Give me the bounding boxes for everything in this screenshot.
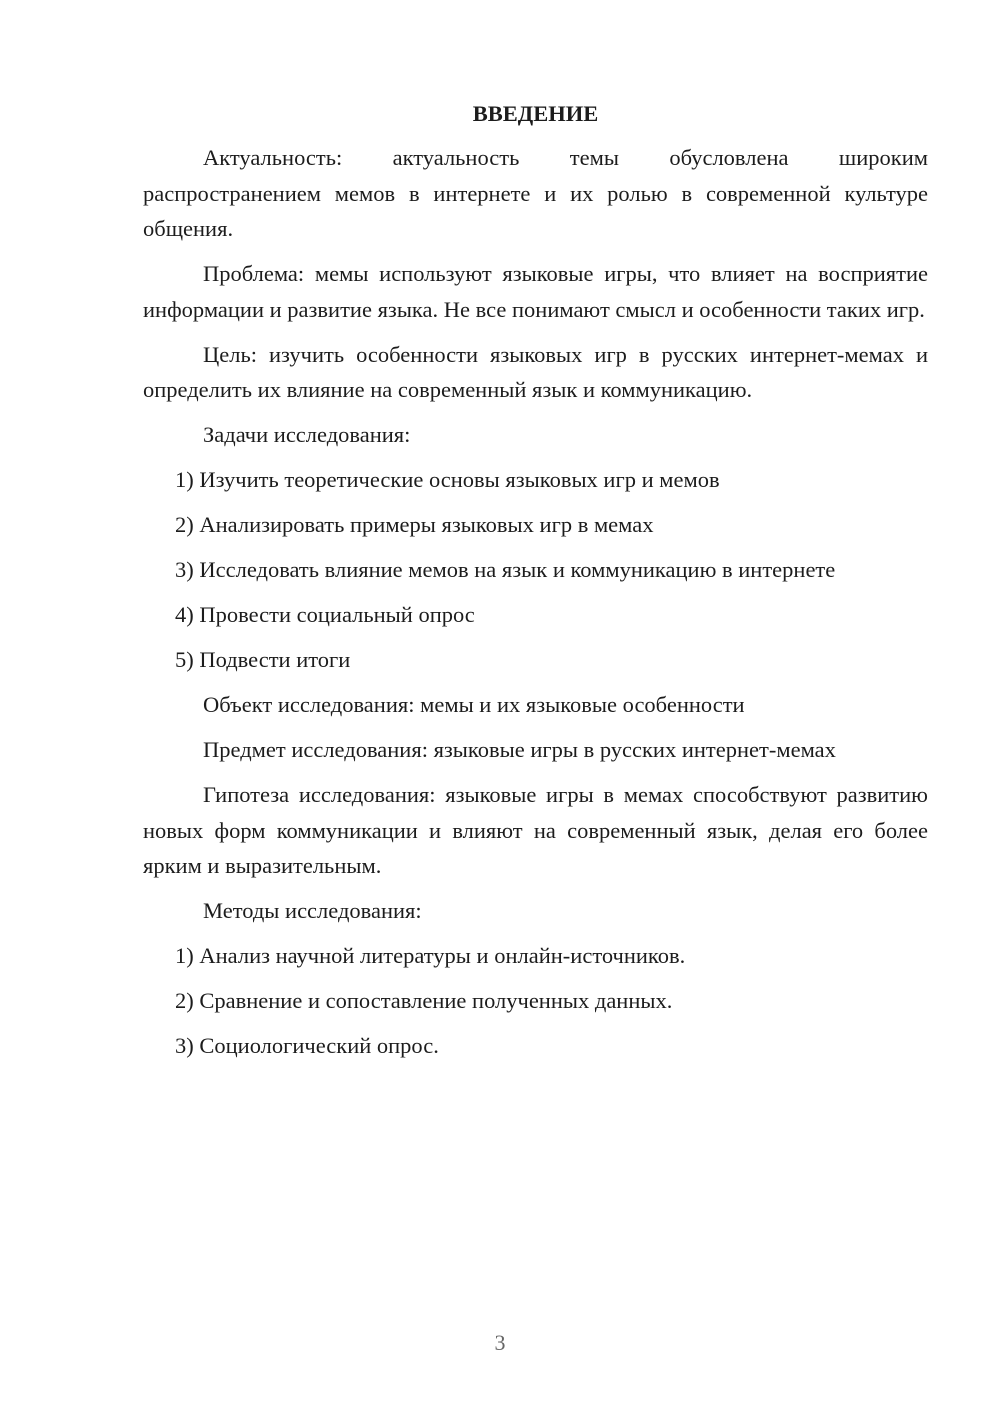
page-content: [143, 96, 928, 1073]
problem-paragraph: Проблема: мемы используют языковые игры, что влияет на восприятие информации и развитие языка. Не все понимают смысл и особенности таких игр.: [143, 261, 928, 322]
task-item: 3) Исследовать влияние мемов на язык и коммуникацию в интернете: [175, 557, 836, 582]
method-item: 1) Анализ научной литературы и онлайн-источников.: [175, 943, 686, 968]
task-item: 5) Подвести итоги: [175, 647, 351, 672]
subject-line: Предмет исследования: языковые игры в русских интернет-мемах: [203, 737, 836, 762]
goal-paragraph: Цель: изучить особенности языковых игр в русских интернет-мемах и определить их влияние на современный язык и коммуникацию.: [143, 341, 928, 402]
method-item: 2) Сравнение и сопоставление полученных данных.: [175, 988, 673, 1013]
page-number: 3: [494, 1330, 506, 1355]
hypothesis-paragraph: Гипотеза исследования: языковые игры в мемах способствуют развитию новых форм коммуникации и влияют на современный язык, делая его более ярким и выразительным.: [143, 782, 928, 878]
tasks-heading: Задачи исследования:: [203, 422, 411, 447]
method-item: 3) Социологический опрос.: [175, 1033, 439, 1058]
object-line: Объект исследования: мемы и их языковые особенности: [203, 692, 745, 717]
methods-heading: Методы исследования:: [203, 898, 422, 923]
section-title: ВВЕДЕНИЕ: [472, 101, 599, 126]
task-item: 1) Изучить теоретические основы языковых игр и мемов: [175, 467, 720, 492]
task-item: 2) Анализировать примеры языковых игр в мемах: [175, 512, 654, 537]
relevance-paragraph: Актуальность: актуальность темы обусловлена широким распространением мемов в интернете и их ролью в современной культуре общения.: [143, 145, 928, 241]
task-item: 4) Провести социальный опрос: [175, 602, 475, 627]
